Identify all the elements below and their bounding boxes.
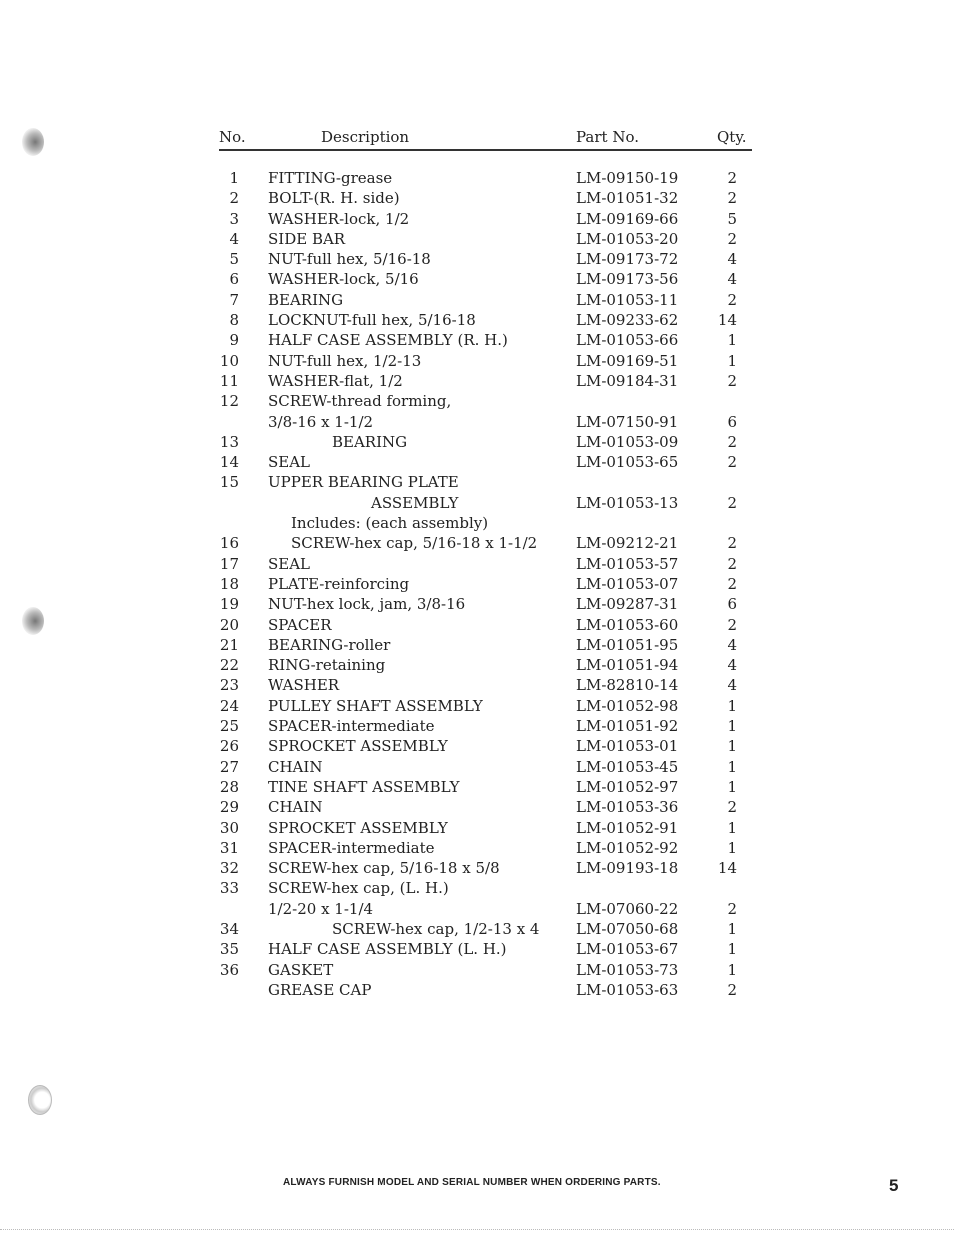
item-description: Includes: (each assembly) [291,514,489,533]
quantity: 1 [727,777,737,796]
table-row [219,960,759,980]
table-row [219,757,759,777]
item-number: 29 [219,798,239,817]
table-row [219,432,759,452]
part-number: LM-01053-20 [576,229,679,248]
quantity: 14 [717,311,737,330]
item-number: 17 [219,554,239,573]
quantity: 6 [727,595,737,614]
item-description: NUT-full hex, 5/16-18 [268,250,431,269]
part-number: LM-01053-60 [576,615,679,634]
table-row [219,533,759,553]
header-qty: Qty. [717,128,747,146]
item-description: CHAIN [268,757,323,776]
header-part-no: Part No. [576,128,639,146]
item-description: TINE SHAFT ASSEMBLY [268,777,460,796]
item-description: PLATE-reinforcing [268,574,410,593]
quantity: 4 [727,635,737,654]
item-description: WASHER-lock, 5/16 [268,270,419,289]
item-number: 4 [229,229,239,248]
item-number: 16 [219,534,239,553]
table-row [219,736,759,756]
item-number: 33 [219,879,239,898]
part-number: LM-09193-18 [576,859,679,878]
part-number: LM-01052-92 [576,838,679,857]
table-row [219,696,759,716]
item-description: CHAIN [268,798,323,817]
quantity: 2 [727,432,737,451]
item-description: SCREW-hex cap, 5/16-18 x 5/8 [268,859,500,878]
table-row [219,209,759,229]
quantity: 1 [727,960,737,979]
part-number: LM-01053-57 [576,554,679,573]
item-number: 14 [219,453,239,472]
ordering-notice: ALWAYS FURNISH MODEL AND SERIAL NUMBER WHEN ORDERING PARTS. [283,1177,661,1188]
item-number: 27 [219,757,239,776]
header-no: No. [219,128,246,146]
part-number: LM-01053-36 [576,798,679,817]
quantity: 1 [727,737,737,756]
page-number: 5 [889,1176,899,1195]
item-number: 13 [219,432,239,451]
part-number: LM-01052-91 [576,818,679,837]
item-description: SCREW-thread forming, [268,392,452,411]
table-row [219,168,759,188]
item-number: 26 [219,737,239,756]
part-number: LM-09173-72 [576,250,679,269]
quantity: 2 [727,189,737,208]
part-number: LM-01053-07 [576,574,679,593]
quantity: 14 [717,859,737,878]
item-description: SPROCKET ASSEMBLY [268,818,448,837]
item-description: SCREW-hex cap, 5/16-18 x 1-1/2 [291,534,538,553]
table-row [219,980,759,1000]
part-number: LM-09169-66 [576,209,679,228]
item-number: 15 [219,473,239,492]
table-row [219,330,759,350]
item-number: 12 [219,392,239,411]
item-description: NUT-full hex, 1/2-13 [268,351,422,370]
quantity: 5 [727,209,737,228]
item-description: RING-retaining [268,656,386,675]
quantity: 2 [727,169,737,187]
item-number: 24 [219,696,239,715]
part-number: LM-09184-31 [576,371,679,390]
table-row [219,594,759,614]
table-row [219,818,759,838]
part-number: LM-01053-13 [576,493,679,512]
part-number: LM-07150-91 [576,412,679,431]
quantity: 1 [727,940,737,959]
quantity: 2 [727,290,737,309]
table-row [219,838,759,858]
table-row [219,655,759,675]
item-description: 1/2-20 x 1-1/4 [268,899,374,918]
item-number: 8 [229,311,239,330]
table-row [219,269,759,289]
item-number: 2 [229,189,239,208]
table-row [219,188,759,208]
item-number: 32 [219,859,239,878]
page-edge-line [0,1229,954,1230]
item-description: PULLEY SHAFT ASSEMBLY [268,696,483,715]
part-number: LM-01053-66 [576,331,679,350]
item-description: ASSEMBLY [371,493,459,512]
quantity: 2 [727,554,737,573]
quantity: 2 [727,493,737,512]
item-description: SPACER-intermediate [268,717,435,736]
table-row [219,371,759,391]
item-description: UPPER BEARING PLATE [268,473,459,492]
item-number: 3 [229,209,239,228]
quantity: 1 [727,757,737,776]
part-number: LM-01053-73 [576,960,679,979]
part-number: LM-01053-09 [576,432,679,451]
part-number: LM-01053-01 [576,737,679,756]
table-row [219,574,759,594]
quantity: 1 [727,351,737,370]
item-description: FITTING-grease [268,169,393,187]
item-description: SCREW-hex cap, 1/2-13 x 4 [332,919,540,938]
item-number: 21 [219,635,239,654]
quantity: 4 [727,270,737,289]
item-description: 3/8-16 x 1-1/2 [268,412,374,431]
quantity: 2 [727,798,737,817]
item-number: 7 [229,290,239,309]
part-number: LM-01053-65 [576,453,679,472]
quantity: 2 [727,574,737,593]
quantity: 1 [727,696,737,715]
part-number: LM-09212-21 [576,534,679,553]
table-row [219,615,759,635]
item-description: GREASE CAP [268,980,372,999]
quantity: 1 [727,717,737,736]
item-description: SPACER-intermediate [268,838,435,857]
item-number: 36 [219,960,239,979]
table-row [219,777,759,797]
part-number: LM-09150-19 [576,169,679,187]
part-number: LM-01053-11 [576,290,679,309]
table-row [219,878,759,898]
item-description: BEARING-roller [268,635,391,654]
item-number: 9 [229,331,239,350]
item-description: BEARING [268,290,344,309]
item-number: 35 [219,940,239,959]
table-row [219,675,759,695]
item-number: 25 [219,717,239,736]
table-row [219,635,759,655]
item-number: 19 [219,595,239,614]
parts-table-header [219,127,752,151]
parts-table-body [219,168,759,1000]
part-number: LM-07050-68 [576,919,679,938]
part-number: LM-01053-67 [576,940,679,959]
part-number: LM-07060-22 [576,899,679,918]
item-description: SEAL [268,554,311,573]
item-description: SPROCKET ASSEMBLY [268,737,448,756]
item-description: SPACER [268,615,332,634]
item-number: 30 [219,818,239,837]
item-description: BEARING [332,432,408,451]
item-number: 22 [219,656,239,675]
part-number: LM-01052-98 [576,696,679,715]
table-row [219,858,759,878]
part-number: LM-82810-14 [576,676,679,695]
quantity: 1 [727,331,737,350]
quantity: 6 [727,412,737,431]
part-number: LM-01053-63 [576,980,679,999]
item-description: LOCKNUT-full hex, 5/16-18 [268,311,476,330]
item-description: WASHER-flat, 1/2 [268,371,403,390]
table-row [219,493,759,513]
item-description: SIDE BAR [268,229,346,248]
item-description: HALF CASE ASSEMBLY (R. H.) [268,331,508,350]
table-row [219,513,759,533]
part-number: LM-01051-32 [576,189,679,208]
quantity: 1 [727,838,737,857]
item-description: GASKET [268,960,334,979]
table-row [219,472,759,492]
item-number: 1 [229,169,239,187]
binder-hole-bottom [28,1085,52,1115]
binder-hole-middle [22,607,44,635]
table-row [219,391,759,411]
table-row [219,797,759,817]
item-description: WASHER-lock, 1/2 [268,209,410,228]
quantity: 4 [727,676,737,695]
item-number: 10 [219,351,239,370]
table-row [219,290,759,310]
item-number: 23 [219,676,239,695]
quantity: 2 [727,899,737,918]
item-number: 11 [219,371,239,390]
item-number: 6 [229,270,239,289]
quantity: 1 [727,818,737,837]
part-number: LM-09287-31 [576,595,679,614]
table-row [219,452,759,472]
item-description: NUT-hex lock, jam, 3/8-16 [268,595,466,614]
item-description: BOLT-(R. H. side) [268,189,400,208]
table-row [219,310,759,330]
header-description: Description [321,128,410,146]
part-number: LM-01051-94 [576,656,679,675]
item-number: 34 [219,919,239,938]
item-number: 31 [219,838,239,857]
item-number: 5 [229,250,239,269]
part-number: LM-01051-95 [576,635,679,654]
item-description: SCREW-hex cap, (L. H.) [268,879,449,898]
quantity: 2 [727,453,737,472]
quantity: 1 [727,919,737,938]
table-row [219,412,759,432]
table-row [219,716,759,736]
quantity: 4 [727,656,737,675]
part-number: LM-09173-56 [576,270,679,289]
item-number: 20 [219,615,239,634]
item-description: HALF CASE ASSEMBLY (L. H.) [268,940,507,959]
table-row [219,229,759,249]
table-row [219,899,759,919]
table-row [219,939,759,959]
quantity: 2 [727,229,737,248]
part-number: LM-09233-62 [576,311,679,330]
table-row [219,249,759,269]
table-row [219,351,759,371]
quantity: 4 [727,250,737,269]
item-number: 28 [219,777,239,796]
quantity: 2 [727,371,737,390]
part-number: LM-01052-97 [576,777,679,796]
table-row [219,919,759,939]
quantity: 2 [727,534,737,553]
item-description: WASHER [268,676,340,695]
quantity: 2 [727,615,737,634]
quantity: 2 [727,980,737,999]
item-number: 18 [219,574,239,593]
part-number: LM-01053-45 [576,757,679,776]
item-description: SEAL [268,453,311,472]
part-number: LM-01051-92 [576,717,679,736]
binder-hole-top [22,128,44,156]
table-row [219,554,759,574]
part-number: LM-09169-51 [576,351,679,370]
